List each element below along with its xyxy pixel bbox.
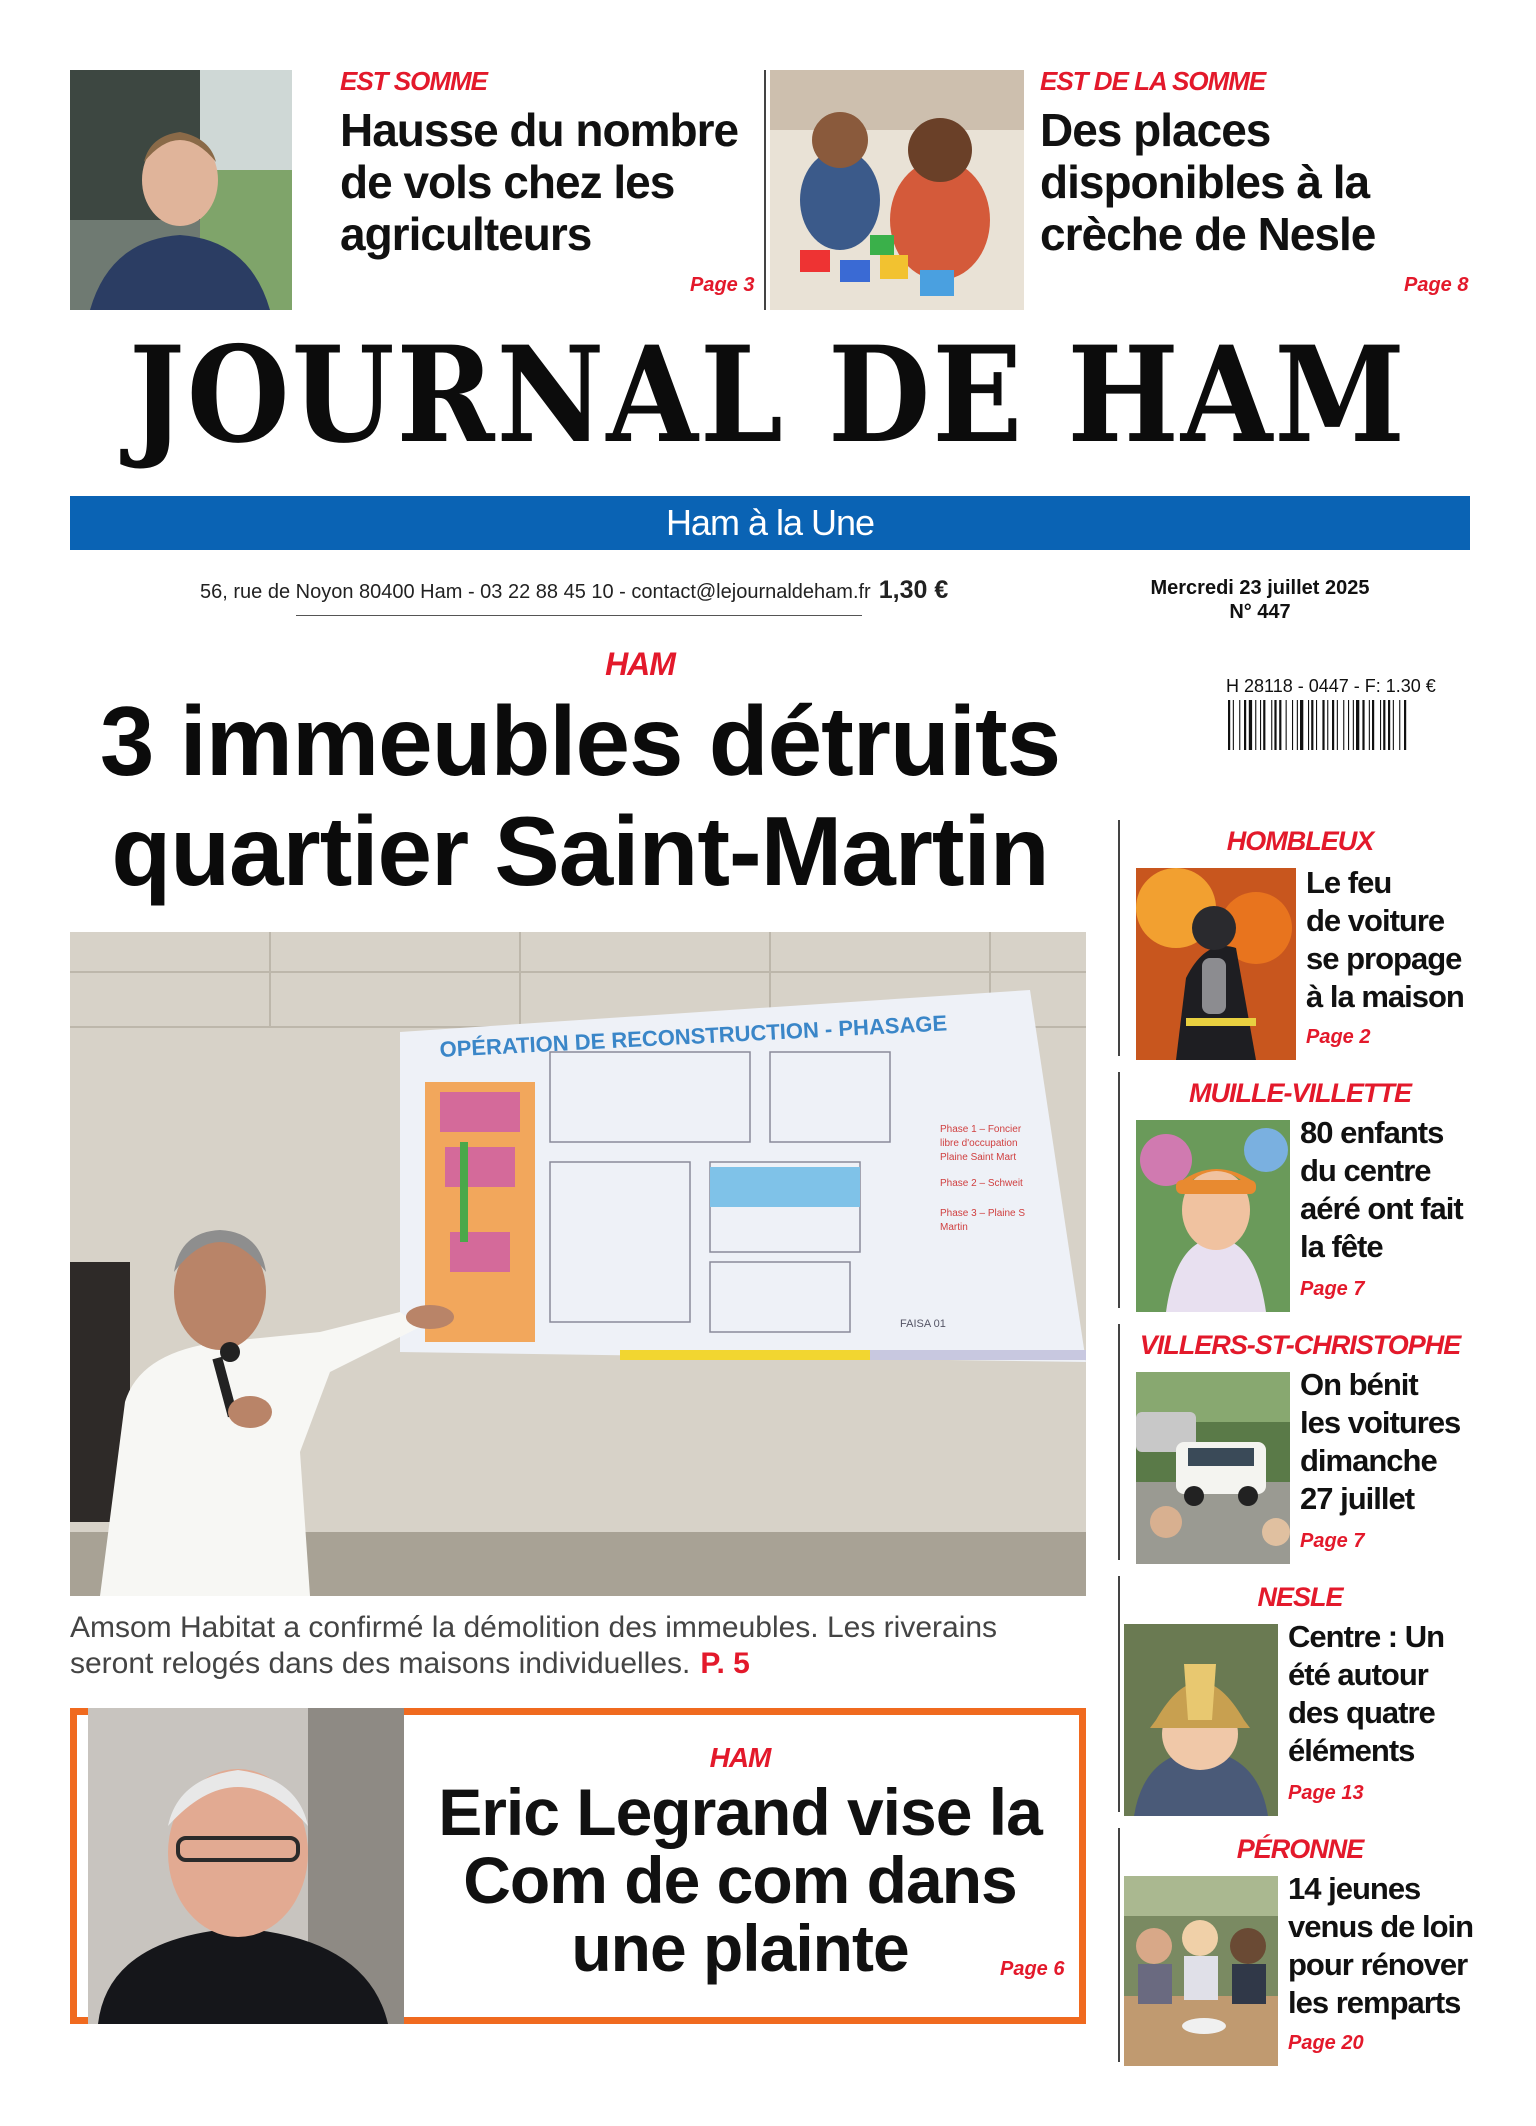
barcode	[1228, 700, 1454, 750]
sidebar-headline-hombleux[interactable]: Le feu de voiture se propage à la maison	[1306, 865, 1464, 1014]
top-left-kicker: EST SOMME	[340, 66, 488, 96]
legrand-kicker: HAM	[709, 1742, 771, 1773]
cars-blessing-photo	[1136, 1372, 1290, 1564]
legrand-page-ref[interactable]: Page 6	[1000, 1958, 1065, 1980]
legrand-photo	[88, 1708, 404, 2024]
slide-legend-1: Phase 1 – Foncier	[940, 1124, 1022, 1135]
issue-number: N° 447	[1229, 601, 1291, 623]
slide-legend-6: Martin	[940, 1222, 968, 1233]
main-kicker: HAM	[605, 646, 675, 682]
masthead-title: JOURNAL DE HAM	[128, 316, 1408, 473]
children-party-photo	[1136, 1120, 1290, 1312]
main-caption-line-1: Amsom Habitat a confirmé la démolition des immeubles. Les riverains	[70, 1611, 998, 1644]
main-headline[interactable]: 3 immeubles détruits quartier Saint-Martin	[99, 686, 1061, 906]
legrand-headline[interactable]: Eric Legrand vise la Com de com dans une plainte	[438, 1775, 1042, 1985]
slide-legend-2: libre d'occupation	[940, 1138, 1018, 1149]
sidebar-page-villers-st-christophe[interactable]: Page 7	[1300, 1530, 1365, 1552]
barcode-text: H 28118 - 0447 - F: 1.30 €	[1226, 676, 1436, 696]
young-volunteers-photo	[1124, 1876, 1278, 2066]
top-left-headline: Hausse du nombre de vols chez les agriculteurs	[340, 104, 739, 260]
price: 1,30 €	[878, 576, 949, 604]
top-right-page-ref[interactable]: Page 8	[1404, 274, 1469, 296]
info-line	[200, 576, 1000, 605]
slide-legend-3: Plaine Saint Mart	[940, 1152, 1017, 1163]
sidebar-kicker-hombleux: HOMBLEUX	[1226, 826, 1374, 856]
sidebar-headline-muille-villette[interactable]: 80 enfants du centre aéré ont fait la fête	[1300, 1115, 1463, 1264]
sidebar-headline-villers-st-christophe[interactable]: On bénit les voitures dimanche 27 juillet	[1300, 1367, 1461, 1516]
main-photo	[70, 932, 1086, 1596]
farmer-photo	[70, 70, 292, 310]
fire-photo	[1136, 868, 1296, 1060]
issue-date: Mercredi 23 juillet 2025	[1150, 577, 1370, 599]
slide-title: OPÉRATION DE RECONSTRUCTION - PHASAGE	[438, 1010, 948, 1062]
address-text: 56, rue de Noyon 80400 Ham - 03 22 88 45 10 - contact@lejournaldeham.fr	[200, 581, 871, 603]
slide-legend-5: Phase 3 – Plaine S	[940, 1208, 1026, 1219]
top-left-page-ref[interactable]: Page 3	[690, 274, 755, 296]
sidebar-kicker-muille-villette: MUILLE-VILLETTE	[1189, 1078, 1411, 1108]
firefighter-helmet-photo	[1124, 1624, 1278, 1816]
top-right-kicker: EST DE LA SOMME	[1040, 66, 1266, 96]
date-block	[1120, 576, 1400, 624]
main-caption	[70, 1610, 1090, 1682]
main-caption-line-2: seront relogés dans des maisons individuelles.	[70, 1647, 691, 1680]
sidebar-headline-nesle[interactable]: Centre : Un été autour des quatre éléments	[1288, 1619, 1445, 1768]
creche-photo	[770, 70, 1024, 310]
main-caption-page-ref[interactable]: P. 5	[700, 1647, 750, 1680]
sidebar-headline-peronne[interactable]: 14 jeunes venus de loin pour rénover les remparts	[1288, 1871, 1474, 2020]
sidebar-page-hombleux[interactable]: Page 2	[1306, 1026, 1371, 1048]
top-divider	[764, 70, 766, 310]
sidebar-kicker-peronne: PÉRONNE	[1236, 1834, 1364, 1864]
top-right-headline: Des places disponibles à la crèche de Nesle	[1040, 104, 1376, 260]
sidebar-page-muille-villette[interactable]: Page 7	[1300, 1278, 1365, 1300]
sidebar-page-peronne[interactable]: Page 20	[1288, 2032, 1364, 2054]
slide-footer: FAISA 01	[900, 1318, 946, 1330]
sidebar-kicker-villers-st-christophe: VILLERS-ST-CHRISTOPHE	[1139, 1330, 1461, 1360]
slide-legend-4: Phase 2 – Schweit	[940, 1178, 1023, 1189]
sidebar-page-nesle[interactable]: Page 13	[1288, 1782, 1364, 1804]
info-divider	[296, 615, 862, 616]
sidebar-kicker-nesle: NESLE	[1257, 1582, 1343, 1612]
tagline-bar: Ham à la Une	[70, 496, 1470, 550]
